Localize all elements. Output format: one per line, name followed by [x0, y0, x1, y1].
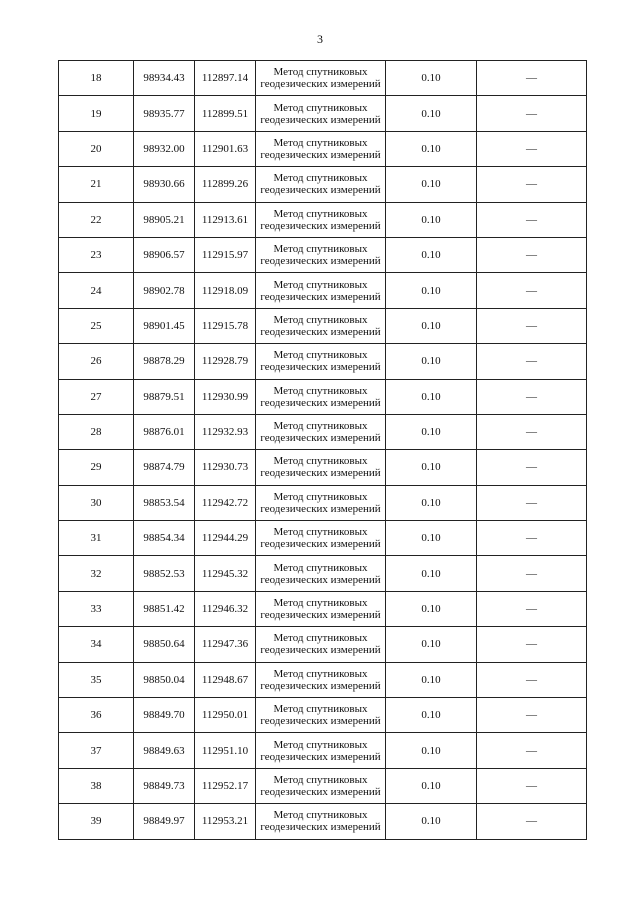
accuracy-cell: 0.10 [386, 804, 477, 839]
point-number-cell: 19 [59, 96, 134, 131]
x-coordinate-cell: 98932.00 [134, 131, 195, 166]
x-coordinate-cell: 98902.78 [134, 273, 195, 308]
x-coordinate-cell: 98906.57 [134, 237, 195, 272]
description-cell: — [477, 237, 587, 272]
y-coordinate-cell: 112899.26 [195, 167, 256, 202]
method-text-line-1: Метод спутниковых [273, 455, 368, 468]
table-row [59, 202, 587, 237]
accuracy-cell: 0.10 [386, 627, 477, 662]
method-text-line-2: геодезических измерений [260, 396, 381, 409]
accuracy-cell: 0.10 [386, 662, 477, 697]
method-text-line-2: геодезических измерений [260, 432, 381, 445]
method-text-line-1: Метод спутниковых [273, 313, 368, 326]
method-text-line-1: Метод спутниковых [273, 774, 368, 786]
point-number-cell: 31 [59, 521, 134, 556]
method-cell [256, 521, 386, 556]
table-row [59, 414, 587, 449]
accuracy-cell: 0.10 [386, 733, 477, 768]
point-number-cell: 25 [59, 308, 134, 343]
method-text-line-1: Метод спутниковых [273, 597, 368, 610]
method-cell [256, 202, 386, 237]
description-cell: — [477, 131, 587, 166]
method-text-line-2: геодезических измерений [260, 502, 381, 515]
x-coordinate-cell: 98853.54 [134, 485, 195, 520]
point-number-cell: 29 [59, 450, 134, 485]
y-coordinate-cell: 112901.63 [195, 131, 256, 166]
method-text-line-1: Метод спутниковых [273, 101, 368, 114]
method-cell [256, 414, 386, 449]
method-text-line-2: геодезических измерений [260, 821, 381, 834]
x-coordinate-cell: 98934.43 [134, 61, 195, 96]
method-cell [256, 96, 386, 131]
y-coordinate-cell: 112945.32 [195, 556, 256, 591]
x-coordinate-cell: 98876.01 [134, 414, 195, 449]
x-coordinate-cell: 98852.53 [134, 556, 195, 591]
method-text-line-2: геодезических измерений [260, 715, 381, 728]
accuracy-cell: 0.10 [386, 450, 477, 485]
accuracy-cell: 0.10 [386, 308, 477, 343]
method-text-line-1: Метод спутниковых [273, 526, 368, 539]
method-text-line-1: Метод спутниковых [273, 420, 368, 433]
description-cell: — [477, 662, 587, 697]
x-coordinate-cell: 98849.73 [134, 768, 195, 803]
description-cell: — [477, 556, 587, 591]
y-coordinate-cell: 112930.99 [195, 379, 256, 414]
method-cell [256, 379, 386, 414]
table-row [59, 96, 587, 131]
point-number-cell: 18 [59, 61, 134, 96]
point-number-cell: 27 [59, 379, 134, 414]
x-coordinate-cell: 98851.42 [134, 591, 195, 626]
method-text-line-2: геодезических измерений [260, 184, 381, 197]
y-coordinate-cell: 112951.10 [195, 733, 256, 768]
y-coordinate-cell: 112944.29 [195, 521, 256, 556]
x-coordinate-cell: 98905.21 [134, 202, 195, 237]
method-cell [256, 485, 386, 520]
method-text-line-2: геодезических измерений [260, 361, 381, 374]
accuracy-cell: 0.10 [386, 237, 477, 272]
table-row [59, 521, 587, 556]
description-cell: — [477, 61, 587, 96]
method-cell [256, 804, 386, 839]
description-cell: — [477, 485, 587, 520]
accuracy-cell: 0.10 [386, 379, 477, 414]
point-number-cell: 37 [59, 733, 134, 768]
table-row [59, 450, 587, 485]
y-coordinate-cell: 112947.36 [195, 627, 256, 662]
x-coordinate-cell: 98849.63 [134, 733, 195, 768]
point-number-cell: 28 [59, 414, 134, 449]
method-cell [256, 627, 386, 662]
accuracy-cell: 0.10 [386, 131, 477, 166]
point-number-cell: 35 [59, 662, 134, 697]
x-coordinate-cell: 98854.34 [134, 521, 195, 556]
description-cell: — [477, 379, 587, 414]
x-coordinate-cell: 98849.70 [134, 698, 195, 733]
table-row [59, 237, 587, 272]
method-cell [256, 237, 386, 272]
method-text-line-1: Метод спутниковых [273, 561, 368, 574]
x-coordinate-cell: 98850.64 [134, 627, 195, 662]
table-row [59, 698, 587, 733]
method-cell [256, 131, 386, 166]
point-number-cell: 26 [59, 344, 134, 379]
y-coordinate-cell: 112932.93 [195, 414, 256, 449]
method-text-line-1: Метод спутниковых [273, 384, 368, 397]
y-coordinate-cell: 112953.21 [195, 804, 256, 839]
table-row [59, 627, 587, 662]
method-cell [256, 308, 386, 343]
method-text-line-2: геодезических измерений [260, 467, 381, 480]
coordinates-table-body [59, 61, 587, 840]
table-row [59, 131, 587, 166]
y-coordinate-cell: 112950.01 [195, 698, 256, 733]
accuracy-cell: 0.10 [386, 96, 477, 131]
table-row [59, 768, 587, 803]
method-text-line-1: Метод спутниковых [273, 809, 368, 822]
x-coordinate-cell: 98874.79 [134, 450, 195, 485]
y-coordinate-cell: 112913.61 [195, 202, 256, 237]
point-number-cell: 34 [59, 627, 134, 662]
method-text-line-2: геодезических измерений [260, 609, 381, 622]
accuracy-cell: 0.10 [386, 485, 477, 520]
method-text-line-1: Метод спутниковых [273, 632, 368, 645]
method-text-line-2: геодезических измерений [260, 290, 381, 303]
accuracy-cell: 0.10 [386, 414, 477, 449]
y-coordinate-cell: 112899.51 [195, 96, 256, 131]
table-row [59, 273, 587, 308]
table-row [59, 379, 587, 414]
point-number-cell: 21 [59, 167, 134, 202]
method-text-line-2: геодезических измерений [260, 78, 381, 91]
method-text-line-1: Метод спутниковых [273, 172, 368, 185]
description-cell: — [477, 768, 587, 803]
method-cell [256, 61, 386, 96]
point-number-cell: 36 [59, 698, 134, 733]
y-coordinate-cell: 112897.14 [195, 61, 256, 96]
x-coordinate-cell: 98901.45 [134, 308, 195, 343]
y-coordinate-cell: 112928.79 [195, 344, 256, 379]
description-cell: — [477, 521, 587, 556]
method-text-line-1: Метод спутниковых [273, 207, 368, 220]
accuracy-cell: 0.10 [386, 167, 477, 202]
method-cell [256, 450, 386, 485]
description-cell: — [477, 698, 587, 733]
table-row [59, 733, 587, 768]
point-number-cell: 32 [59, 556, 134, 591]
point-number-cell: 38 [59, 768, 134, 803]
point-number-cell: 24 [59, 273, 134, 308]
accuracy-cell: 0.10 [386, 698, 477, 733]
method-text-line-1: Метод спутниковых [273, 66, 368, 79]
method-text-line-2: геодезических измерений [260, 679, 381, 692]
description-cell: — [477, 591, 587, 626]
table-row [59, 804, 587, 839]
y-coordinate-cell: 112946.32 [195, 591, 256, 626]
point-number-cell: 20 [59, 131, 134, 166]
method-text-line-2: геодезических измерений [260, 325, 381, 338]
method-cell [256, 768, 386, 803]
method-text-line-1: Метод спутниковых [273, 667, 368, 680]
method-text-line-1: Метод спутниковых [273, 136, 368, 149]
description-cell: — [477, 344, 587, 379]
table-row [59, 61, 587, 96]
method-cell [256, 167, 386, 202]
description-cell: — [477, 414, 587, 449]
point-number-cell: 23 [59, 237, 134, 272]
method-text-line-2: геодезических измерений [260, 148, 381, 161]
x-coordinate-cell: 98878.29 [134, 344, 195, 379]
method-cell [256, 556, 386, 591]
accuracy-cell: 0.10 [386, 556, 477, 591]
accuracy-cell: 0.10 [386, 61, 477, 96]
method-text-line-1: Метод спутниковых [273, 703, 368, 716]
method-text-line-2: геодезических измерений [260, 255, 381, 268]
table-row [59, 662, 587, 697]
y-coordinate-cell: 112952.17 [195, 768, 256, 803]
accuracy-cell: 0.10 [386, 273, 477, 308]
coordinates-table [58, 60, 587, 840]
accuracy-cell: 0.10 [386, 344, 477, 379]
method-text-line-2: геодезических измерений [260, 219, 381, 232]
table-row [59, 485, 587, 520]
accuracy-cell: 0.10 [386, 202, 477, 237]
page-number: 3 [317, 32, 323, 46]
description-cell: — [477, 96, 587, 131]
point-number-cell: 22 [59, 202, 134, 237]
method-cell [256, 733, 386, 768]
description-cell: — [477, 804, 587, 839]
method-text-line-1: Метод спутниковых [273, 349, 368, 362]
method-text-line-2: геодезических измерений [260, 750, 381, 763]
table-row [59, 591, 587, 626]
description-cell: — [477, 202, 587, 237]
method-text-line-2: геодезических измерений [260, 538, 381, 551]
method-text-line-1: Метод спутниковых [273, 278, 368, 291]
description-cell: — [477, 733, 587, 768]
x-coordinate-cell: 98879.51 [134, 379, 195, 414]
description-cell: — [477, 627, 587, 662]
method-text-line-2: геодезических измерений [260, 573, 381, 586]
method-text-line-2: геодезических измерений [260, 786, 381, 798]
method-cell [256, 591, 386, 626]
table-row [59, 308, 587, 343]
description-cell: — [477, 450, 587, 485]
y-coordinate-cell: 112930.73 [195, 450, 256, 485]
y-coordinate-cell: 112948.67 [195, 662, 256, 697]
x-coordinate-cell: 98849.97 [134, 804, 195, 839]
y-coordinate-cell: 112942.72 [195, 485, 256, 520]
table-row [59, 556, 587, 591]
method-text-line-1: Метод спутниковых [273, 243, 368, 256]
method-cell [256, 698, 386, 733]
y-coordinate-cell: 112918.09 [195, 273, 256, 308]
method-text-line-2: геодезических измерений [260, 113, 381, 126]
method-text-line-1: Метод спутниковых [273, 738, 368, 751]
x-coordinate-cell: 98935.77 [134, 96, 195, 131]
method-text-line-1: Метод спутниковых [273, 490, 368, 503]
description-cell: — [477, 167, 587, 202]
y-coordinate-cell: 112915.78 [195, 308, 256, 343]
table-row [59, 344, 587, 379]
accuracy-cell: 0.10 [386, 591, 477, 626]
point-number-cell: 39 [59, 804, 134, 839]
y-coordinate-cell: 112915.97 [195, 237, 256, 272]
method-cell [256, 273, 386, 308]
x-coordinate-cell: 98930.66 [134, 167, 195, 202]
description-cell: — [477, 308, 587, 343]
method-cell [256, 344, 386, 379]
point-number-cell: 30 [59, 485, 134, 520]
point-number-cell: 33 [59, 591, 134, 626]
description-cell: — [477, 273, 587, 308]
accuracy-cell: 0.10 [386, 521, 477, 556]
method-cell [256, 662, 386, 697]
table-row [59, 167, 587, 202]
method-text-line-2: геодезических измерений [260, 644, 381, 657]
accuracy-cell: 0.10 [386, 768, 477, 803]
x-coordinate-cell: 98850.04 [134, 662, 195, 697]
